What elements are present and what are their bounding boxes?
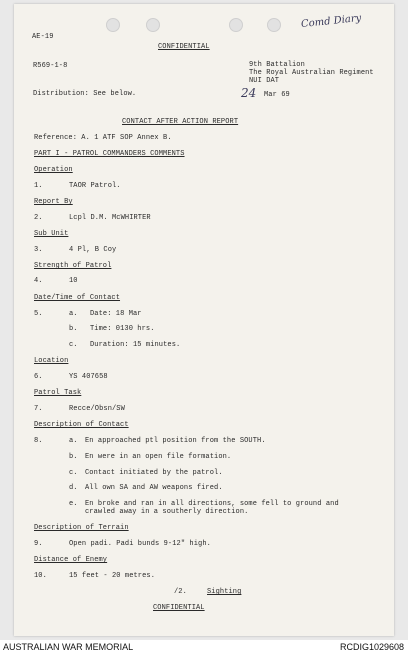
section-text: YS 407658 [69, 373, 108, 381]
section-heading: Description of Contact [34, 421, 129, 429]
sub-item-label: a. [69, 310, 78, 318]
unit-line-1: 9th Battalion [249, 61, 305, 69]
sub-item-label: d. [69, 484, 78, 492]
section-heading: Location [34, 357, 69, 365]
section-number: 8. [34, 437, 43, 445]
section-number: 7. [34, 405, 43, 413]
sub-item-label: b. [69, 325, 78, 333]
sub-item-text: En approached ptl position from the SOUTH. [85, 437, 266, 445]
section-heading: Report By [34, 198, 73, 206]
sub-item-continuation: crawled away in a southerly direction. [85, 508, 249, 516]
footer-record-id: RCDIG1029608 [339, 642, 404, 652]
section-heading: Sub Unit [34, 230, 69, 238]
section-text: 10 [69, 277, 78, 285]
punch-hole [267, 18, 281, 32]
footer-institution: AUSTRALIAN WAR MEMORIAL [3, 642, 134, 652]
handwritten-date: 24 [241, 86, 257, 100]
section-number: 3. [34, 246, 43, 254]
punch-hole [106, 18, 120, 32]
section-heading: Date/Time of Contact [34, 294, 121, 302]
classification-bottom: CONFIDENTIAL [153, 604, 205, 612]
sub-item-label: b. [69, 453, 78, 461]
form-number: AE-19 [32, 33, 54, 41]
section-heading: Operation [34, 166, 73, 174]
unit-line-2: The Royal Australian Regiment [249, 69, 374, 77]
section-text: Lcpl D.M. McWHIRTER [69, 214, 151, 222]
part-title: PART I - PATROL COMMANDERS COMMENTS [34, 150, 185, 158]
section-text: 15 feet - 20 metres. [69, 572, 156, 580]
section-number: 2. [34, 214, 43, 222]
handwritten-annotation: Comd Diary [300, 12, 362, 31]
section-number: 5. [34, 310, 43, 318]
punch-hole [146, 18, 160, 32]
section-text: 4 Pl, B Coy [69, 246, 117, 254]
distribution-line: Distribution: See below. [33, 90, 137, 98]
reference-line: Reference: A. 1 ATF SOP Annex B. [34, 134, 172, 142]
continuation-word: Sighting [207, 588, 242, 596]
section-text: TAOR Patrol. [69, 182, 121, 190]
sub-item-label: a. [69, 437, 78, 445]
sub-item-text: Duration: 15 minutes. [90, 341, 181, 349]
footer-bar [0, 640, 408, 654]
section-number: 9. [34, 540, 43, 548]
section-number: 6. [34, 373, 43, 381]
typed-date: Mar 69 [264, 91, 290, 99]
sub-item-text: Time: 0130 hrs. [90, 325, 155, 333]
sub-item-text: All own SA and AW weapons fired. [85, 484, 223, 492]
sub-item-label: c. [69, 469, 78, 477]
file-reference: R569-1-8 [33, 62, 68, 70]
section-heading: Patrol Task [34, 389, 82, 397]
continuation-number: /2. [174, 588, 187, 596]
section-number: 1. [34, 182, 43, 190]
sub-item-label: e. [69, 500, 78, 508]
section-heading: Description of Terrain [34, 524, 129, 532]
document-page [14, 4, 394, 636]
section-number: 4. [34, 277, 43, 285]
classification-top: CONFIDENTIAL [158, 43, 210, 51]
unit-line-3: NUI DAT [249, 77, 280, 85]
section-heading: Distance of Enemy [34, 556, 108, 564]
report-title: CONTACT AFTER ACTION REPORT [122, 118, 239, 126]
section-heading: Strength of Patrol [34, 262, 112, 270]
sub-item-text: En broke and ran in all directions, some fell to ground and [85, 500, 339, 508]
sub-item-label: c. [69, 341, 78, 349]
section-text: Open padi. Padi bunds 9-12" high. [69, 540, 211, 548]
section-number: 10. [34, 572, 47, 580]
sub-item-text: Date: 18 Mar [90, 310, 142, 318]
sub-item-text: En were in an open file formation. [85, 453, 232, 461]
punch-hole [229, 18, 243, 32]
section-text: Recce/Obsn/SW [69, 405, 125, 413]
sub-item-text: Contact initiated by the patrol. [85, 469, 223, 477]
